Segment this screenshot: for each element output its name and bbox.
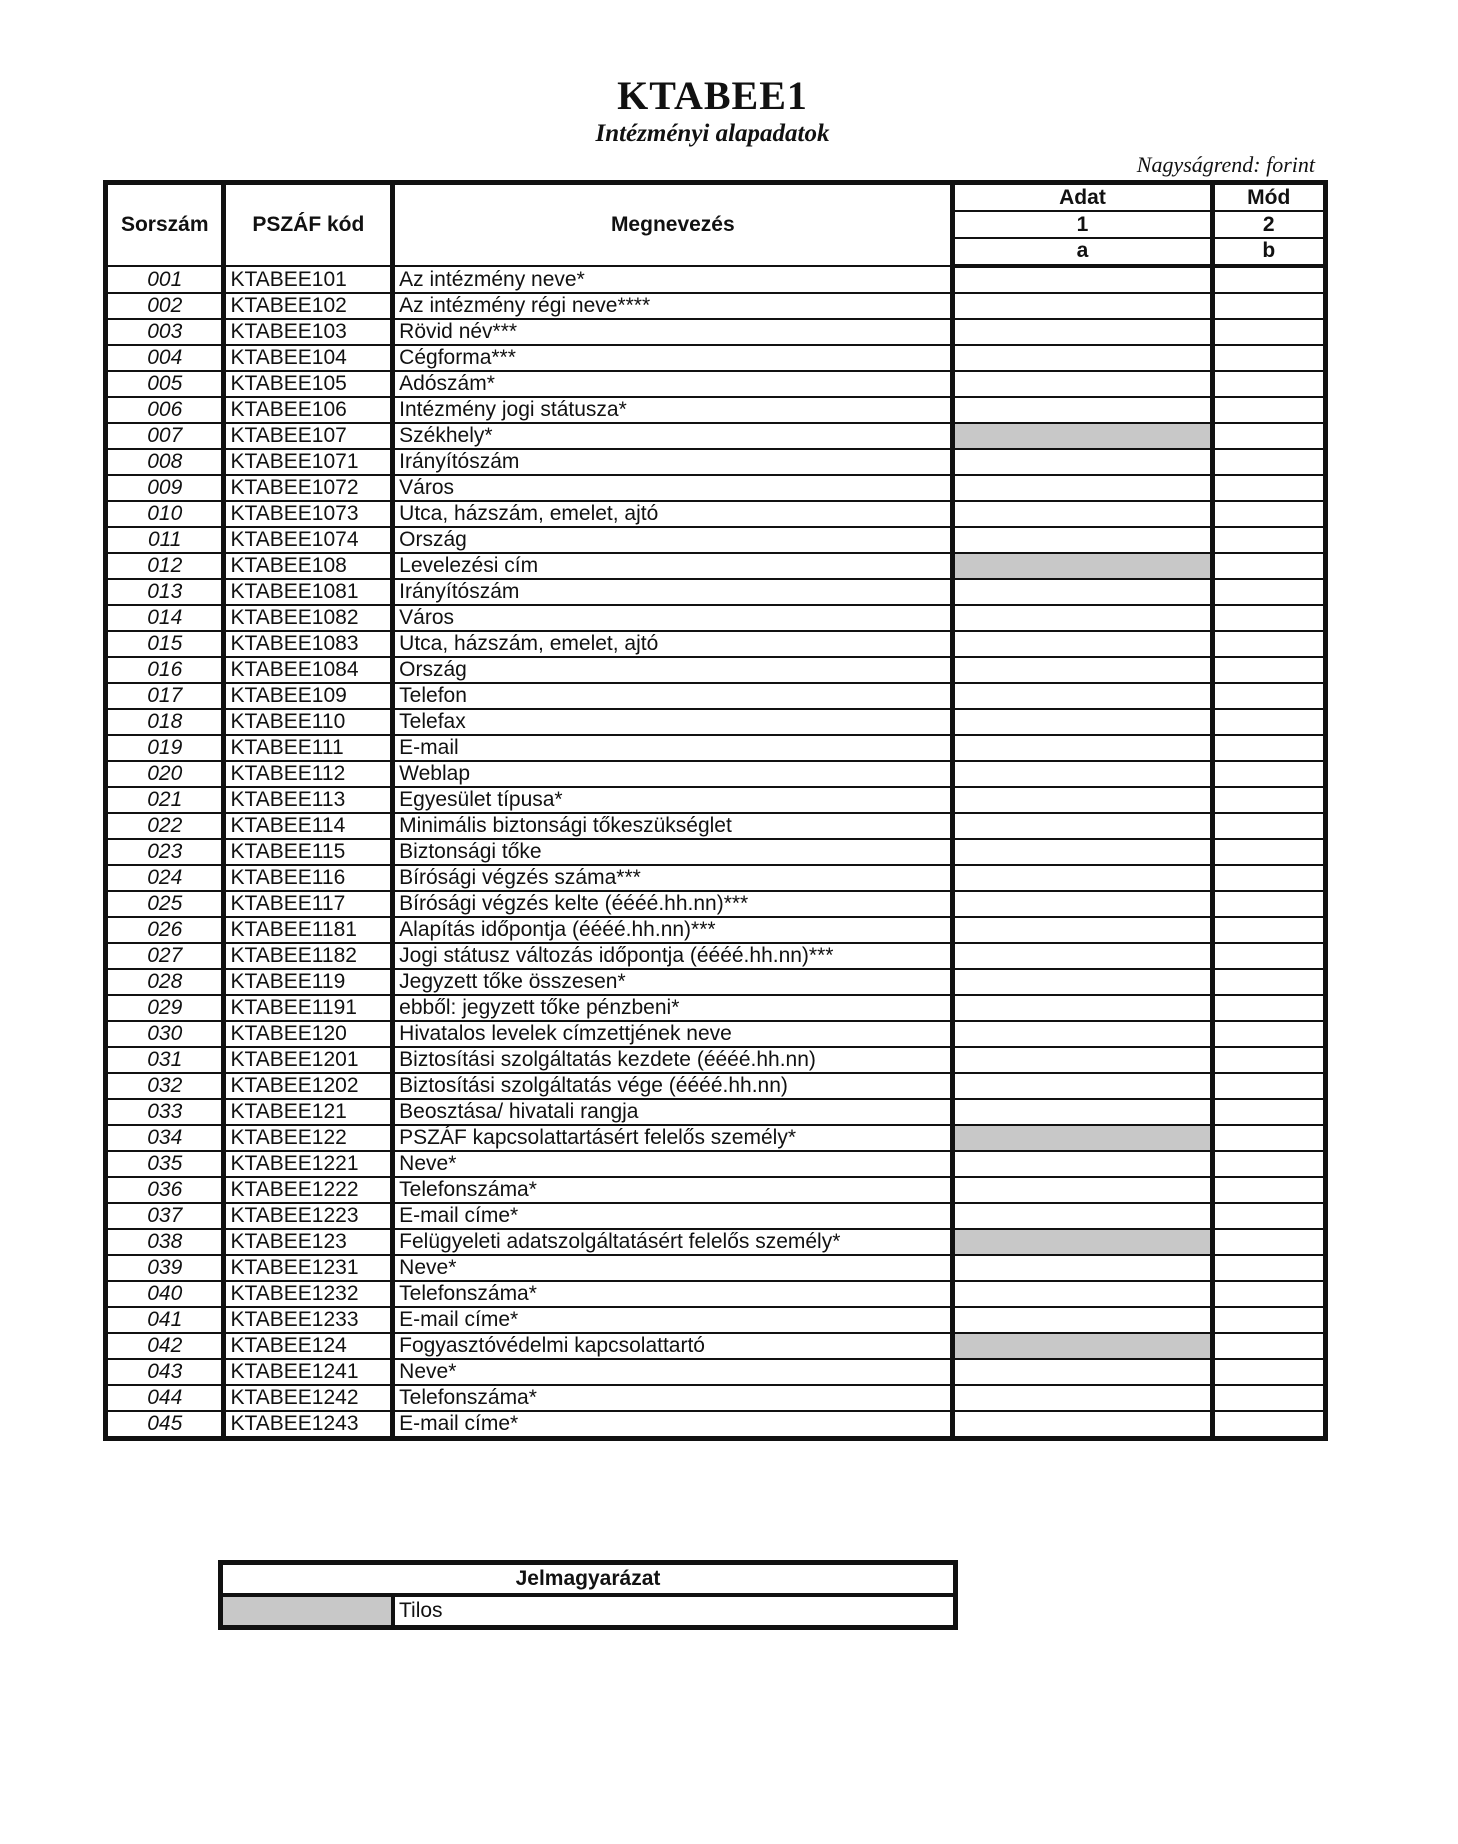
row-name: Város: [393, 605, 953, 631]
row-number: 038: [106, 1229, 224, 1255]
row-adat-cell[interactable]: [953, 371, 1212, 397]
row-code: KTABEE102: [224, 293, 393, 319]
page-title: KTABEE1: [617, 73, 808, 118]
table-row: [106, 397, 1326, 423]
row-mod-cell[interactable]: [1212, 1333, 1326, 1359]
row-mod-cell[interactable]: [1212, 266, 1326, 293]
row-name: Neve*: [393, 1359, 953, 1385]
row-name: ebből: jegyzett tőke pénzbeni*: [393, 995, 953, 1021]
row-adat-cell[interactable]: [953, 969, 1212, 995]
table-row: [106, 1177, 1326, 1203]
row-mod-cell[interactable]: [1212, 813, 1326, 839]
row-adat-cell[interactable]: [953, 1359, 1212, 1385]
row-mod-cell[interactable]: [1212, 397, 1326, 423]
row-mod-cell[interactable]: [1212, 761, 1326, 787]
table-row: [106, 1125, 1326, 1151]
table-row: [106, 319, 1326, 345]
table-row: [106, 1333, 1326, 1359]
row-number: 003: [106, 319, 224, 345]
row-code: KTABEE1222: [224, 1177, 393, 1203]
row-mod-cell[interactable]: [1212, 787, 1326, 813]
row-mod-cell[interactable]: [1212, 1281, 1326, 1307]
row-mod-cell[interactable]: [1212, 1411, 1326, 1439]
row-number: 041: [106, 1307, 224, 1333]
row-code: KTABEE1072: [224, 475, 393, 501]
row-code: KTABEE1233: [224, 1307, 393, 1333]
row-number: 044: [106, 1385, 224, 1411]
table-row: [106, 449, 1326, 475]
row-code: KTABEE104: [224, 345, 393, 371]
row-name: Utca, házszám, emelet, ajtó: [393, 631, 953, 657]
row-code: KTABEE117: [224, 891, 393, 917]
row-adat-cell[interactable]: [953, 1255, 1212, 1281]
row-adat-cell[interactable]: [953, 1021, 1212, 1047]
row-number: 025: [106, 891, 224, 917]
table-row: [106, 631, 1326, 657]
row-name: Fogyasztóvédelmi kapcsolattartó: [393, 1333, 953, 1359]
row-mod-cell[interactable]: [1212, 1203, 1326, 1229]
row-code: KTABEE105: [224, 371, 393, 397]
row-number: 024: [106, 865, 224, 891]
table-row: [106, 1229, 1326, 1255]
row-code: KTABEE111: [224, 735, 393, 761]
row-mod-cell[interactable]: [1212, 423, 1326, 449]
row-mod-cell[interactable]: [1212, 1099, 1326, 1125]
row-name: Beosztása/ hivatali rangja: [393, 1099, 953, 1125]
row-name: Neve*: [393, 1255, 953, 1281]
table-row: [106, 1281, 1326, 1307]
row-mod-cell[interactable]: [1212, 891, 1326, 917]
row-mod-cell[interactable]: [1212, 839, 1326, 865]
row-code: KTABEE114: [224, 813, 393, 839]
header-sorszam: Sorszám: [106, 183, 224, 267]
data-table: [103, 180, 1328, 1441]
row-adat-cell[interactable]: [953, 1047, 1212, 1073]
row-mod-cell[interactable]: [1212, 553, 1326, 579]
row-number: 029: [106, 995, 224, 1021]
row-mod-cell[interactable]: [1212, 735, 1326, 761]
table-row: [106, 1099, 1326, 1125]
row-name: PSZÁF kapcsolattartásért felelős személy*: [393, 1125, 953, 1151]
legend-title: Jelmagyarázat: [221, 1563, 956, 1596]
table-row: [106, 553, 1326, 579]
row-code: KTABEE1073: [224, 501, 393, 527]
table-row: [106, 293, 1326, 319]
row-number: 028: [106, 969, 224, 995]
row-adat-cell[interactable]: [953, 475, 1212, 501]
table-row: [106, 735, 1326, 761]
row-number: 001: [106, 266, 224, 293]
table-row: [106, 423, 1326, 449]
table-row: [106, 813, 1326, 839]
row-number: 034: [106, 1125, 224, 1151]
row-name: Cégforma***: [393, 345, 953, 371]
row-name: Ország: [393, 657, 953, 683]
table-row: [106, 266, 1326, 293]
row-name: Székhely*: [393, 423, 953, 449]
row-name: Biztosítási szolgáltatás kezdete (éééé.hh.nn): [393, 1047, 953, 1073]
row-number: 007: [106, 423, 224, 449]
row-code: KTABEE109: [224, 683, 393, 709]
row-mod-cell[interactable]: [1212, 865, 1326, 891]
row-mod-cell[interactable]: [1212, 1177, 1326, 1203]
row-mod-cell[interactable]: [1212, 1151, 1326, 1177]
table-row: [106, 345, 1326, 371]
row-name: Telefax: [393, 709, 953, 735]
row-mod-cell[interactable]: [1212, 709, 1326, 735]
row-name: Rövid név***: [393, 319, 953, 345]
row-mod-cell[interactable]: [1212, 1047, 1326, 1073]
table-row: [106, 761, 1326, 787]
row-code: KTABEE119: [224, 969, 393, 995]
row-mod-cell[interactable]: [1212, 683, 1326, 709]
row-number: 005: [106, 371, 224, 397]
table-row: [106, 657, 1326, 683]
row-mod-cell[interactable]: [1212, 605, 1326, 631]
row-adat-cell[interactable]: [953, 423, 1212, 449]
row-mod-cell[interactable]: [1212, 345, 1326, 371]
row-number: 009: [106, 475, 224, 501]
row-adat-cell[interactable]: [953, 735, 1212, 761]
table-row: [106, 1047, 1326, 1073]
row-adat-cell[interactable]: [953, 397, 1212, 423]
row-mod-cell[interactable]: [1212, 1385, 1326, 1411]
row-name: Utca, házszám, emelet, ajtó: [393, 501, 953, 527]
row-name: Telefonszáma*: [393, 1177, 953, 1203]
row-number: 020: [106, 761, 224, 787]
row-number: 027: [106, 943, 224, 969]
row-adat-cell[interactable]: [953, 1177, 1212, 1203]
row-adat-cell[interactable]: [953, 345, 1212, 371]
row-number: 032: [106, 1073, 224, 1099]
row-name: Weblap: [393, 761, 953, 787]
row-adat-cell[interactable]: [953, 1411, 1212, 1439]
page-subtitle: Intézményi alapadatok: [595, 120, 830, 147]
row-code: KTABEE1181: [224, 917, 393, 943]
row-number: 021: [106, 787, 224, 813]
row-code: KTABEE101: [224, 266, 393, 293]
row-number: 017: [106, 683, 224, 709]
row-number: 011: [106, 527, 224, 553]
row-adat-cell[interactable]: [953, 839, 1212, 865]
row-code: KTABEE1083: [224, 631, 393, 657]
row-mod-cell[interactable]: [1212, 969, 1326, 995]
table-row: [106, 1203, 1326, 1229]
row-adat-cell[interactable]: [953, 1125, 1212, 1151]
row-adat-cell[interactable]: [953, 891, 1212, 917]
table-row: [106, 1073, 1326, 1099]
row-number: 037: [106, 1203, 224, 1229]
row-code: KTABEE112: [224, 761, 393, 787]
row-number: 016: [106, 657, 224, 683]
row-number: 018: [106, 709, 224, 735]
row-adat-cell[interactable]: [953, 1099, 1212, 1125]
row-name: E-mail címe*: [393, 1307, 953, 1333]
row-code: KTABEE116: [224, 865, 393, 891]
row-name: Bírósági végzés kelte (éééé.hh.nn)***: [393, 891, 953, 917]
row-number: 014: [106, 605, 224, 631]
row-code: KTABEE1182: [224, 943, 393, 969]
row-code: KTABEE1084: [224, 657, 393, 683]
row-name: Jegyzett tőke összesen*: [393, 969, 953, 995]
row-number: 023: [106, 839, 224, 865]
row-code: KTABEE107: [224, 423, 393, 449]
row-number: 039: [106, 1255, 224, 1281]
row-adat-cell[interactable]: [953, 761, 1212, 787]
row-adat-cell[interactable]: [953, 579, 1212, 605]
row-mod-cell[interactable]: [1212, 527, 1326, 553]
row-name: Neve*: [393, 1151, 953, 1177]
row-code: KTABEE1242: [224, 1385, 393, 1411]
row-name: Intézmény jogi státusza*: [393, 397, 953, 423]
row-code: KTABEE1082: [224, 605, 393, 631]
row-adat-cell[interactable]: [953, 631, 1212, 657]
row-code: KTABEE1202: [224, 1073, 393, 1099]
row-mod-cell[interactable]: [1212, 995, 1326, 1021]
row-adat-cell[interactable]: [953, 995, 1212, 1021]
row-number: 008: [106, 449, 224, 475]
row-number: 036: [106, 1177, 224, 1203]
table-row: [106, 1151, 1326, 1177]
row-mod-cell[interactable]: [1212, 293, 1326, 319]
row-number: 043: [106, 1359, 224, 1385]
row-code: KTABEE106: [224, 397, 393, 423]
row-code: KTABEE124: [224, 1333, 393, 1359]
row-mod-cell[interactable]: [1212, 917, 1326, 943]
row-number: 004: [106, 345, 224, 371]
row-mod-cell[interactable]: [1212, 501, 1326, 527]
row-code: KTABEE1071: [224, 449, 393, 475]
table-row: [106, 839, 1326, 865]
header-adat-letter: a: [953, 238, 1212, 266]
table-row: [106, 371, 1326, 397]
legend-label: Tilos: [393, 1595, 956, 1628]
row-name: Irányítószám: [393, 449, 953, 475]
row-number: 040: [106, 1281, 224, 1307]
header-adat: Adat: [953, 183, 1212, 212]
row-adat-cell[interactable]: [953, 293, 1212, 319]
unit-note: Nagyságrend: forint: [1136, 152, 1315, 177]
row-code: KTABEE113: [224, 787, 393, 813]
row-name: Telefon: [393, 683, 953, 709]
row-adat-cell[interactable]: [953, 501, 1212, 527]
row-adat-cell[interactable]: [953, 943, 1212, 969]
row-adat-cell[interactable]: [953, 813, 1212, 839]
header-pszaf-kod: PSZÁF kód: [224, 183, 393, 267]
row-number: 002: [106, 293, 224, 319]
row-code: KTABEE1232: [224, 1281, 393, 1307]
row-adat-cell[interactable]: [953, 709, 1212, 735]
row-name: Az intézmény régi neve****: [393, 293, 953, 319]
table-row: [106, 527, 1326, 553]
table-row: [106, 1255, 1326, 1281]
row-adat-cell[interactable]: [953, 605, 1212, 631]
row-number: 033: [106, 1099, 224, 1125]
legend-swatch: [221, 1595, 394, 1628]
row-name: Egyesület típusa*: [393, 787, 953, 813]
row-code: KTABEE122: [224, 1125, 393, 1151]
row-adat-cell[interactable]: [953, 319, 1212, 345]
row-adat-cell[interactable]: [953, 1333, 1212, 1359]
row-mod-cell[interactable]: [1212, 943, 1326, 969]
row-code: KTABEE1223: [224, 1203, 393, 1229]
row-name: Biztosítási szolgáltatás vége (éééé.hh.nn): [393, 1073, 953, 1099]
row-adat-cell[interactable]: [953, 917, 1212, 943]
row-mod-cell[interactable]: [1212, 1255, 1326, 1281]
table-row: [106, 579, 1326, 605]
table-row: [106, 995, 1326, 1021]
row-mod-cell[interactable]: [1212, 657, 1326, 683]
row-adat-cell[interactable]: [953, 1385, 1212, 1411]
row-number: 030: [106, 1021, 224, 1047]
row-number: 015: [106, 631, 224, 657]
row-number: 035: [106, 1151, 224, 1177]
row-number: 042: [106, 1333, 224, 1359]
row-code: KTABEE115: [224, 839, 393, 865]
row-adat-cell[interactable]: [953, 1203, 1212, 1229]
row-name: Adószám*: [393, 371, 953, 397]
row-number: 013: [106, 579, 224, 605]
table-row: [106, 709, 1326, 735]
row-number: 010: [106, 501, 224, 527]
row-code: KTABEE1243: [224, 1411, 393, 1439]
row-code: KTABEE108: [224, 553, 393, 579]
row-name: E-mail címe*: [393, 1203, 953, 1229]
table-row: [106, 969, 1326, 995]
table-row: [106, 1385, 1326, 1411]
row-mod-cell[interactable]: [1212, 1307, 1326, 1333]
row-adat-cell[interactable]: [953, 657, 1212, 683]
row-name: Bírósági végzés száma***: [393, 865, 953, 891]
row-adat-cell[interactable]: [953, 787, 1212, 813]
row-adat-cell[interactable]: [953, 1307, 1212, 1333]
row-adat-cell[interactable]: [953, 865, 1212, 891]
table-row: [106, 1359, 1326, 1385]
table-row: [106, 891, 1326, 917]
table-row: [106, 475, 1326, 501]
row-name: Alapítás időpontja (éééé.hh.nn)***: [393, 917, 953, 943]
row-name: Telefonszáma*: [393, 1281, 953, 1307]
row-mod-cell[interactable]: [1212, 475, 1326, 501]
row-code: KTABEE1241: [224, 1359, 393, 1385]
row-mod-cell[interactable]: [1212, 1359, 1326, 1385]
row-adat-cell[interactable]: [953, 1229, 1212, 1255]
row-name: Telefonszáma*: [393, 1385, 953, 1411]
legend-table: [218, 1560, 958, 1630]
row-name: Biztonsági tőke: [393, 839, 953, 865]
header-mod-letter: b: [1212, 238, 1326, 266]
row-adat-cell[interactable]: [953, 449, 1212, 475]
row-code: KTABEE110: [224, 709, 393, 735]
header-adat-number: 1: [953, 211, 1212, 238]
table-body: [106, 266, 1326, 1439]
row-mod-cell[interactable]: [1212, 371, 1326, 397]
header-megnevezes: Megnevezés: [393, 183, 953, 267]
row-adat-cell[interactable]: [953, 527, 1212, 553]
row-number: 012: [106, 553, 224, 579]
row-number: 006: [106, 397, 224, 423]
row-adat-cell[interactable]: [953, 1073, 1212, 1099]
row-code: KTABEE121: [224, 1099, 393, 1125]
row-adat-cell[interactable]: [953, 1281, 1212, 1307]
row-number: 045: [106, 1411, 224, 1439]
table-row: [106, 1411, 1326, 1439]
table-row: [106, 501, 1326, 527]
row-mod-cell[interactable]: [1212, 1073, 1326, 1099]
row-name: Hivatalos levelek címzettjének neve: [393, 1021, 953, 1047]
row-code: KTABEE1201: [224, 1047, 393, 1073]
row-name: Jogi státusz változás időpontja (éééé.hh.nn)***: [393, 943, 953, 969]
row-name: Az intézmény neve*: [393, 266, 953, 293]
row-name: Levelezési cím: [393, 553, 953, 579]
row-adat-cell[interactable]: [953, 1151, 1212, 1177]
row-mod-cell[interactable]: [1212, 1229, 1326, 1255]
row-adat-cell[interactable]: [953, 266, 1212, 293]
table-row: [106, 1307, 1326, 1333]
row-code: KTABEE123: [224, 1229, 393, 1255]
header-mod: Mód: [1212, 183, 1326, 212]
row-name: Minimális biztonsági tőkeszükséglet: [393, 813, 953, 839]
row-mod-cell[interactable]: [1212, 631, 1326, 657]
table-row: [106, 917, 1326, 943]
row-code: KTABEE1081: [224, 579, 393, 605]
row-name: E-mail: [393, 735, 953, 761]
row-mod-cell[interactable]: [1212, 449, 1326, 475]
table-row: [106, 683, 1326, 709]
row-adat-cell[interactable]: [953, 683, 1212, 709]
row-number: 031: [106, 1047, 224, 1073]
row-mod-cell[interactable]: [1212, 1021, 1326, 1047]
header-mod-number: 2: [1212, 211, 1326, 238]
table-row: [106, 865, 1326, 891]
row-number: 019: [106, 735, 224, 761]
row-name: Ország: [393, 527, 953, 553]
row-mod-cell[interactable]: [1212, 579, 1326, 605]
table-row: [106, 1021, 1326, 1047]
row-code: KTABEE1231: [224, 1255, 393, 1281]
row-code: KTABEE103: [224, 319, 393, 345]
row-adat-cell[interactable]: [953, 553, 1212, 579]
row-name: Város: [393, 475, 953, 501]
row-mod-cell[interactable]: [1212, 1125, 1326, 1151]
table-row: [106, 943, 1326, 969]
row-mod-cell[interactable]: [1212, 319, 1326, 345]
table-row: [106, 605, 1326, 631]
row-name: Irányítószám: [393, 579, 953, 605]
row-code: KTABEE1191: [224, 995, 393, 1021]
row-number: 022: [106, 813, 224, 839]
row-code: KTABEE120: [224, 1021, 393, 1047]
table-row: [106, 787, 1326, 813]
row-name: E-mail címe*: [393, 1411, 953, 1439]
row-code: KTABEE1074: [224, 527, 393, 553]
row-number: 026: [106, 917, 224, 943]
row-name: Felügyeleti adatszolgáltatásért felelős személy*: [393, 1229, 953, 1255]
row-code: KTABEE1221: [224, 1151, 393, 1177]
